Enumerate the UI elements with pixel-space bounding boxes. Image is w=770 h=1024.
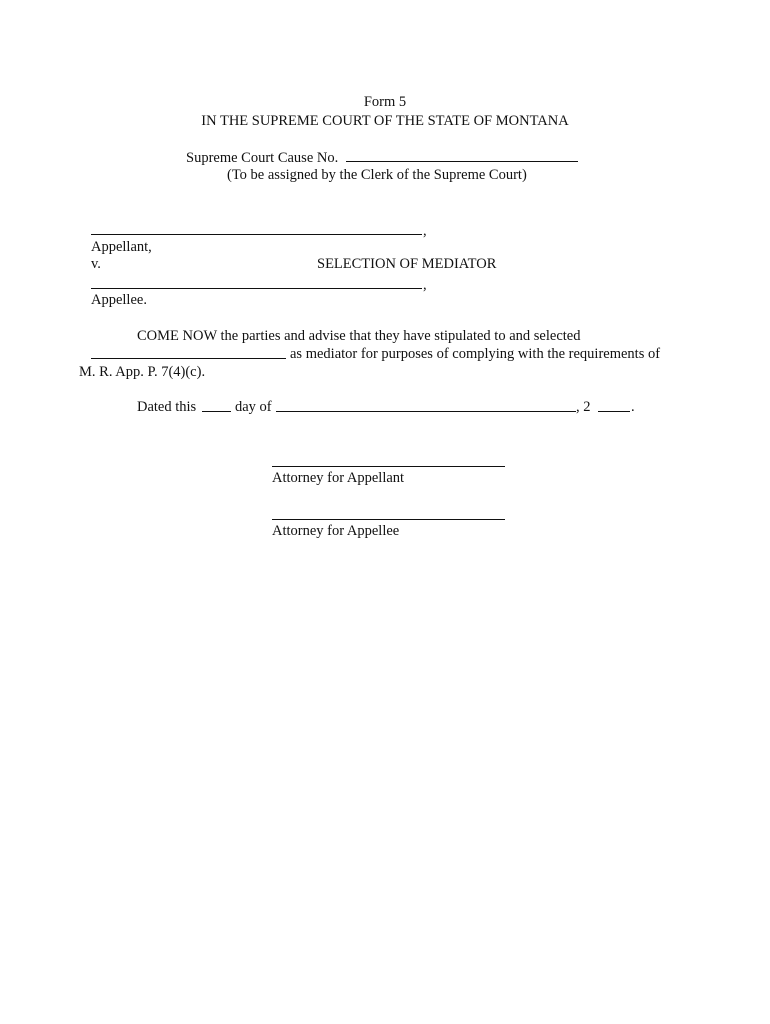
cause-number-line [186,148,578,167]
appellant-attorney-signature-line[interactable] [272,466,505,467]
appellant-label: Appellant, [91,239,152,255]
court-name: IN THE SUPREME COURT OF THE STATE OF MONTANA [201,113,569,129]
body-line-2: as mediator for purposes of complying with the requirements of [290,346,661,362]
dated-year-field[interactable] [598,411,630,412]
versus-label: v. [91,256,101,272]
appellant-attorney-label: Attorney for Appellant [272,470,405,486]
body-line-3: M. R. App. P. 7(4)(c). [79,364,206,380]
cause-number-note: (To be assigned by the Clerk of the Supreme Court) [227,167,527,183]
cause-number-label: Supreme Court Cause No. [186,150,339,166]
appellee-name-field[interactable] [91,288,422,289]
dated-day-field[interactable] [202,411,231,412]
dated-year-prefix: , 2 [576,399,591,415]
document-title: SELECTION OF MEDIATOR [317,256,497,272]
appellee-attorney-signature-line[interactable] [272,519,505,520]
appellant-name-field[interactable] [91,234,422,235]
dated-month-field[interactable] [276,411,576,412]
appellee-label: Appellee. [91,292,147,308]
dated-period: . [631,399,635,415]
dated-day-of: day of [235,399,272,415]
mediator-name-field[interactable] [91,358,286,359]
body-line-1: COME NOW the parties and advise that they have stipulated to and selected [137,328,581,344]
appellee-comma: , [423,277,427,293]
appellant-comma: , [423,223,427,239]
form-number: Form 5 [363,94,407,110]
dated-prefix: Dated this [137,399,197,415]
cause-number-field[interactable] [346,148,578,162]
appellee-attorney-label: Attorney for Appellee [272,523,400,539]
